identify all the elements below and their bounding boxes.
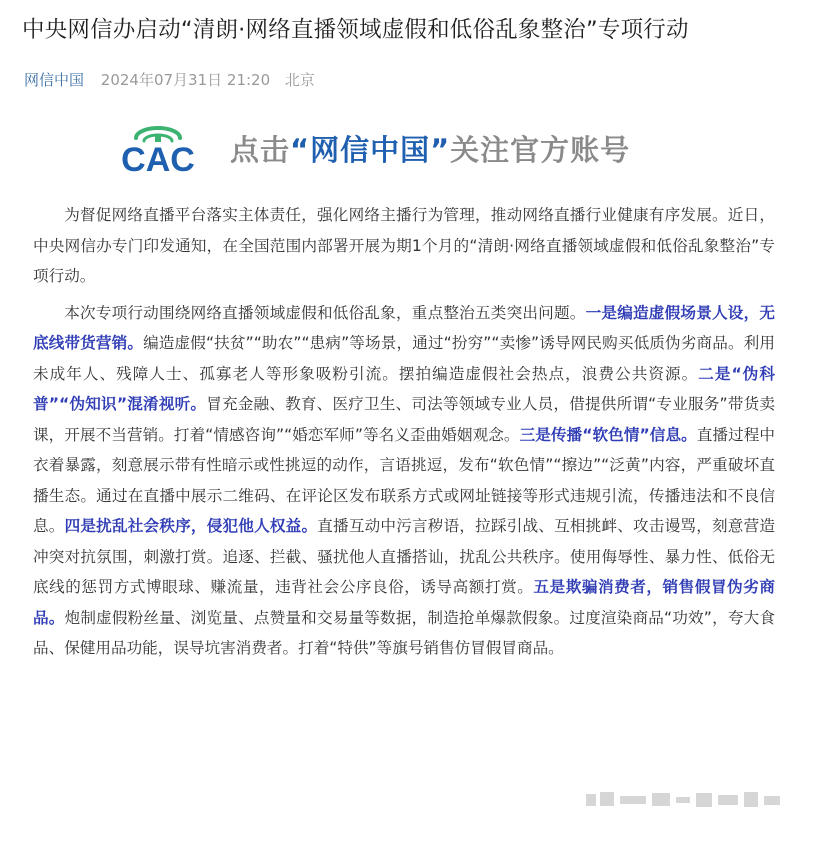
paragraph-text: 直播过程中衣着暴露，刻意展示带有性暗示或性挑逗的动作，言语挑逗，发布“软色情”“擦边”“泛黄”内容，严重破坏直播生态。通过在直播中展示二维码、在评论区发布联系方式或网址链接等形式违规引流，传播违法和不良信息。 [33,425,775,535]
banner-text-after: 关注官方账号 [450,133,631,167]
article-title: 中央网信办启动“清朗·网络直播领域虚假和低俗乱象整治”专项行动 [22,17,689,43]
source-link[interactable]: 网信中国 [24,71,85,89]
banner-text-before: 点击 [230,133,291,167]
highlight-heading: 四是扰乱社会秩序，侵犯他人权益。 [64,517,318,535]
follow-banner[interactable] [108,124,708,176]
highlight-heading: 三是传播“软色情”信息。 [519,425,697,444]
article-paragraph [33,298,775,664]
watermark [584,788,784,810]
logo-text: CAC [121,141,195,176]
article-body [33,200,775,670]
banner-account-name: “网信中国” [290,133,451,167]
paragraph-text: 为督促网络直播平台落实主体责任，强化网络主播行为管理，推动网络直播行业健康有序发展。近日，中央网信办专门印发通知，在全国范围内部署开展为期1个月的“清朗·网络直播领域虚假和低俗乱象整治”专项行动。 [33,206,775,285]
paragraph-text: 直播互动中污言秽语，拉踩引战、互相挑衅、攻击谩骂，刻意营造冲突对抗氛围，刺激打赏。追逐、拦截、骚扰他人直播搭讪，扰乱公共秩序。使用侮辱性、暴力性、低俗无底线的惩罚方式博眼球、赚流量，违背社会公序良俗，诱导高额打赏。 [33,517,775,596]
highlight-heading: 一是编造虚假场景人设，无底线带货营销。 [33,303,775,352]
highlight-heading: 二是“伪科普”“伪知识”混淆视听。 [33,364,775,413]
cac-logo [108,124,208,176]
paragraph-text: 本次专项行动围绕网络直播领域虚假和低俗乱象，重点整治五类突出问题。 [64,303,586,322]
paragraph-text: 炮制虚假粉丝量、浏览量、点赞量和交易量等数据，制造抢单爆款假象。过度渲染商品“功效”，夸大食品、保健用品功能，误导坑害消费者。打着“特供”等旗号销售仿冒假冒商品。 [33,608,775,657]
paragraph-text: 冒充金融、教育、医疗卫生、司法等领域专业人员，借提供所谓“专业服务”带货卖课，开展不当营销。打着“情感咨询”“婚恋军师”等名义歪曲婚姻观念。 [33,395,775,444]
article-meta [24,70,315,90]
banner-text [230,130,630,170]
paragraph-text: 编造虚假“扶贫”“助农”“患病”等场景，通过“扮穷”“卖惨”诱导网民购买低质伪劣商品。利用未成年人、残障人士、孤寡老人等形象吸粉引流。摆拍编造虚假社会热点，浪费公共资源。 [33,334,775,383]
article-paragraph [33,200,775,292]
publish-location: 北京 [284,71,315,89]
publish-datetime: 2024年07月31日 21:20 [100,71,271,89]
highlight-heading: 五是欺骗消费者，销售假冒伪劣商品。 [33,578,775,627]
